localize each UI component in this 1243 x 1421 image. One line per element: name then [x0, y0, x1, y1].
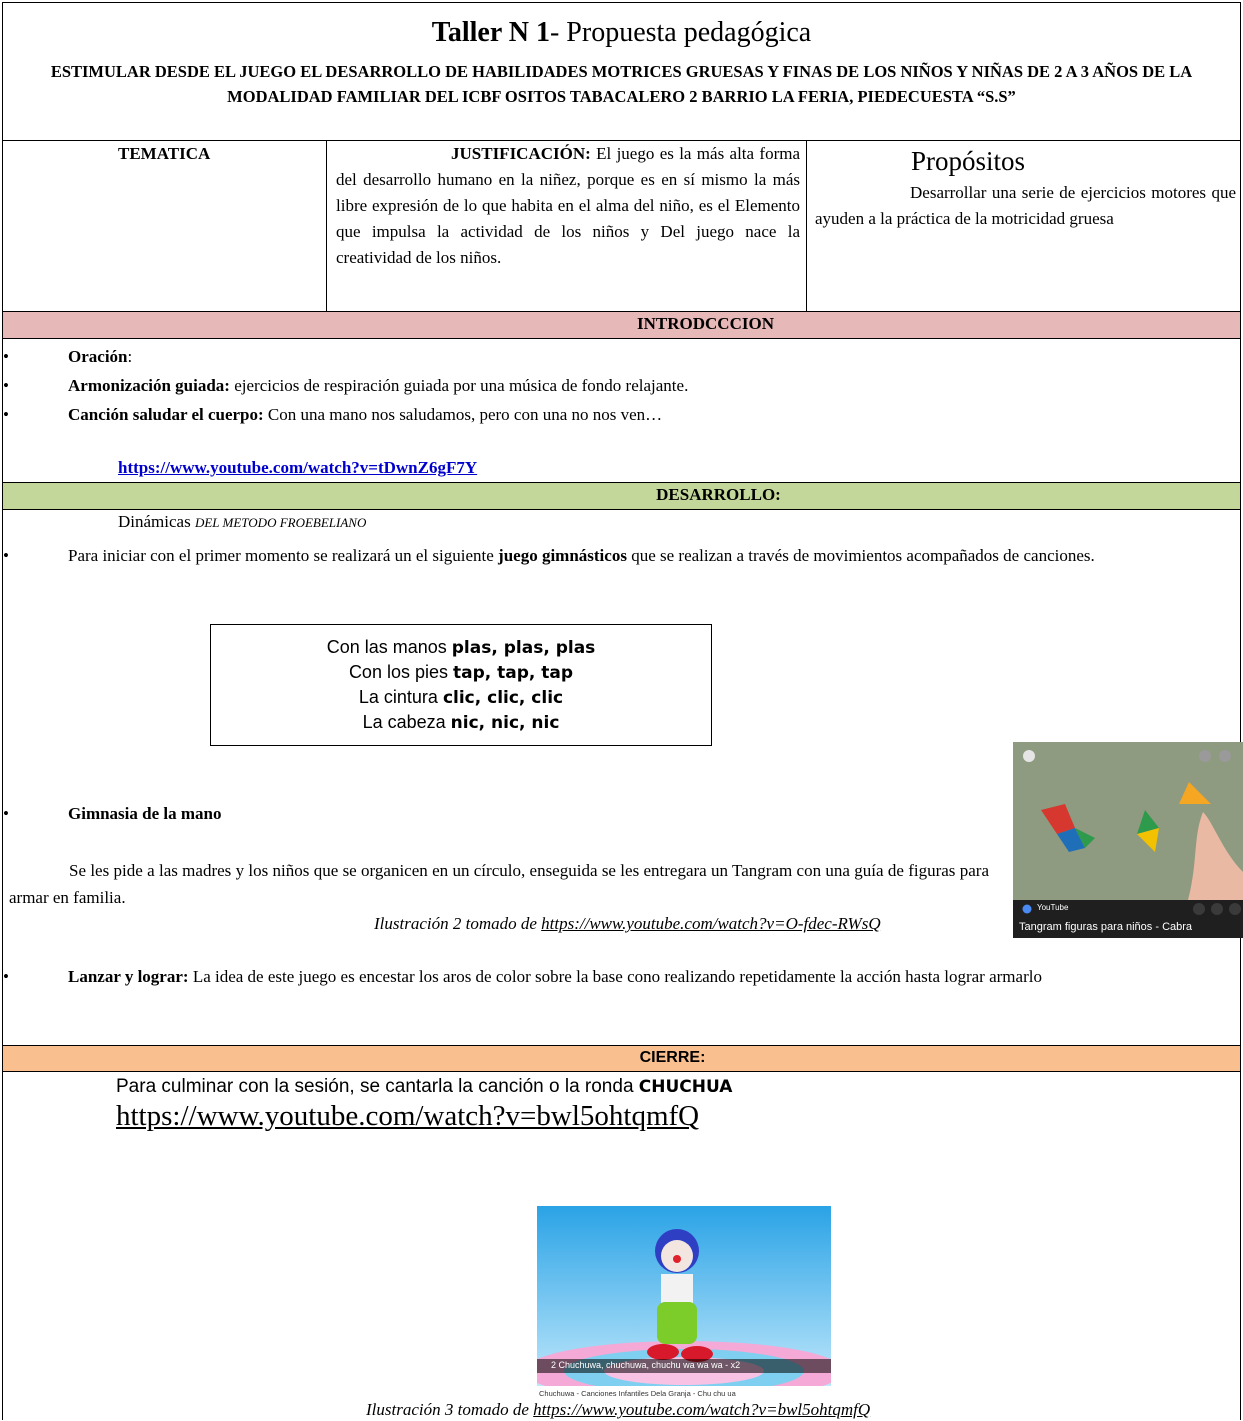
song-box — [210, 624, 712, 746]
thumb3-subtitle: 2 Chuchuwa, chuchuwa, chuchu wa wa wa - x2 — [551, 1360, 741, 1370]
intro-band — [3, 312, 1240, 338]
cierre-band — [3, 1046, 1240, 1071]
list-item — [3, 801, 983, 826]
more-icon — [1229, 903, 1241, 915]
cierre-link[interactable]: https://www.youtube.com/watch?v=bwl5ohtqmfQ — [116, 1100, 700, 1132]
justificacion-text: El juego es la más alta forma del desarrollo humano en la niñez, porque es en sí mismo la más libre expresión de lo que habita en el alma del niño, es el Elemento que impulsa la actividad de los niños y Del juego nace la creatividad de los niños. — [336, 144, 800, 267]
page-subtitle: ESTIMULAR DESDE EL JUEGO EL DESARROLLO DE HABILIDADES MOTRICES GRUESAS Y FINAS DE LOS NIÑOS Y NIÑAS DE 2 A 3 AÑOS DE LA MODALIDAD FAMILIAR DEL ICBF OSITOS TABACALERO 2 BARRIO LA FERIA, PIEDECUESTA “S.S” — [50, 62, 1193, 106]
list-item — [3, 402, 1233, 427]
song-bold: plas, plas, plas — [451, 638, 596, 658]
caption-3 — [366, 1399, 870, 1421]
list-item — [3, 344, 1233, 369]
item1-post: que se realizan a través de movimientos acompañados de canciones. — [631, 546, 1095, 565]
gimnasia-label: Gimnasia de la mano — [68, 804, 222, 823]
intro-link[interactable]: https://www.youtube.com/watch?v=tDwnZ6gF7Y — [118, 458, 478, 477]
intro-item-2-label: Canción saludar el cuerpo: — [68, 405, 264, 424]
song-bold: tap, tap, tap — [453, 663, 574, 683]
thumb2-caption: Tangram figuras para niños - Cabra — [1019, 921, 1193, 933]
intro-list — [3, 344, 1233, 427]
lanzar-label: Lanzar y lograr: — [68, 967, 189, 986]
song-bold: clic, clic, clic — [442, 688, 564, 708]
title-bold: Taller N 1 — [431, 17, 550, 48]
song-line — [211, 710, 711, 735]
clown-shirt — [661, 1274, 693, 1304]
desarrollo-band — [3, 483, 1240, 509]
caption-2-link[interactable]: https://www.youtube.com/watch?v=O-fdec-RWsQ — [541, 914, 881, 933]
intro-item-0-text: : — [127, 347, 133, 366]
song-line — [211, 635, 711, 660]
justificacion-label: JUSTIFICACIÓN: — [451, 144, 591, 163]
desarrollo-list — [3, 541, 1235, 571]
item1-pre: Para iniciar con el primer momento se realizará un el siguiente — [68, 546, 494, 565]
propositos-text: Desarrollar una serie de ejercicios motores que ayuden a la práctica de la motricidad gruesa — [815, 183, 1236, 228]
clown-pants — [657, 1302, 697, 1344]
caption-3-link[interactable]: https://www.youtube.com/watch?v=bwl5ohtqmfQ — [533, 1400, 871, 1419]
youtube-icon — [1023, 905, 1032, 914]
intro-item-2-text: Con una mano nos saludamos, pero con una no nos ven… — [263, 405, 663, 424]
clown-shoe — [647, 1344, 679, 1360]
cierre-bold: CHUCHUA — [638, 1077, 733, 1097]
intro-heading: INTRODCCCION — [637, 314, 774, 333]
divider — [3, 338, 1240, 339]
document-page — [2, 2, 1241, 1420]
song-text: Con las manos — [326, 637, 452, 657]
song-bold: nic, nic, nic — [450, 713, 560, 733]
divider — [3, 1071, 1240, 1072]
cierre-text-pre: Para culminar con la sesión, se cantarla la canción o la ronda — [116, 1076, 639, 1097]
bookmark-icon — [1211, 903, 1223, 915]
lanzar-list — [3, 963, 1235, 991]
title-rest: - Propuesta pedagógica — [549, 17, 812, 48]
chevron-left-icon — [1199, 750, 1211, 762]
list-item — [3, 541, 1235, 571]
propositos-title: Propósitos — [911, 146, 1026, 176]
caption-3-prefix: Ilustración 3 tomado de — [366, 1400, 529, 1419]
intro-item-0-label: Oración — [68, 347, 128, 366]
chuchuwa-thumbnail[interactable] — [537, 1206, 831, 1402]
list-item — [3, 373, 1233, 398]
song-text: La cintura — [358, 687, 443, 707]
caption-2 — [374, 913, 881, 935]
share-icon — [1193, 903, 1205, 915]
thumb2-brand: YouTube — [1037, 903, 1069, 912]
dinamicas-italic: DEL METODO FROEBELIANO — [194, 515, 367, 530]
justificacion-cell — [336, 141, 800, 271]
item1-bold: juego gimnásticos — [498, 546, 627, 565]
desarrollo-heading: DESARROLLO: — [656, 485, 781, 504]
divider — [326, 140, 327, 311]
clown-nose — [673, 1255, 681, 1263]
dinamicas-prefix: Dinámicas — [118, 512, 191, 531]
chuchuwa-image — [537, 1206, 831, 1402]
song-line — [211, 685, 711, 710]
song-text: Con los pies — [348, 662, 453, 682]
cierre-heading: CIERRE: — [639, 1049, 706, 1066]
lanzar-text: La idea de este juego es encestar los aros de color sobre la base cono realizando repetidamente la acción hasta lograr armarlo — [192, 967, 1042, 986]
song-line — [211, 660, 711, 685]
tangram-thumbnail[interactable] — [1013, 742, 1243, 938]
close-icon — [1023, 750, 1035, 762]
tematica-heading: TEMATICA — [118, 144, 211, 163]
divider — [806, 140, 807, 311]
caption-2-prefix: Ilustración 2 tomado de — [374, 914, 537, 933]
cierre-text — [116, 1074, 732, 1100]
list-item — [3, 963, 1235, 991]
intro-item-1-text: ejercicios de respiración guiada por una música de fondo relajante. — [229, 376, 689, 395]
intro-item-1-label: Armonización guiada: — [68, 376, 230, 395]
gimnasia-text: Se les pide a las madres y los niños que se organicen en un círculo, enseguida se les entregara un Tangram con una guía de figuras para armar en familia. — [9, 861, 989, 907]
gimnasia-list — [3, 801, 983, 826]
divider — [3, 509, 1240, 510]
page-title — [3, 17, 1240, 49]
song-text: La cabeza — [362, 712, 451, 732]
thumb3-caption: Chuchuwa - Canciones Infantiles Dela Granja - Chu chu ua — [539, 1389, 736, 1398]
chevron-right-icon — [1219, 750, 1231, 762]
dinamicas-line — [118, 512, 366, 532]
